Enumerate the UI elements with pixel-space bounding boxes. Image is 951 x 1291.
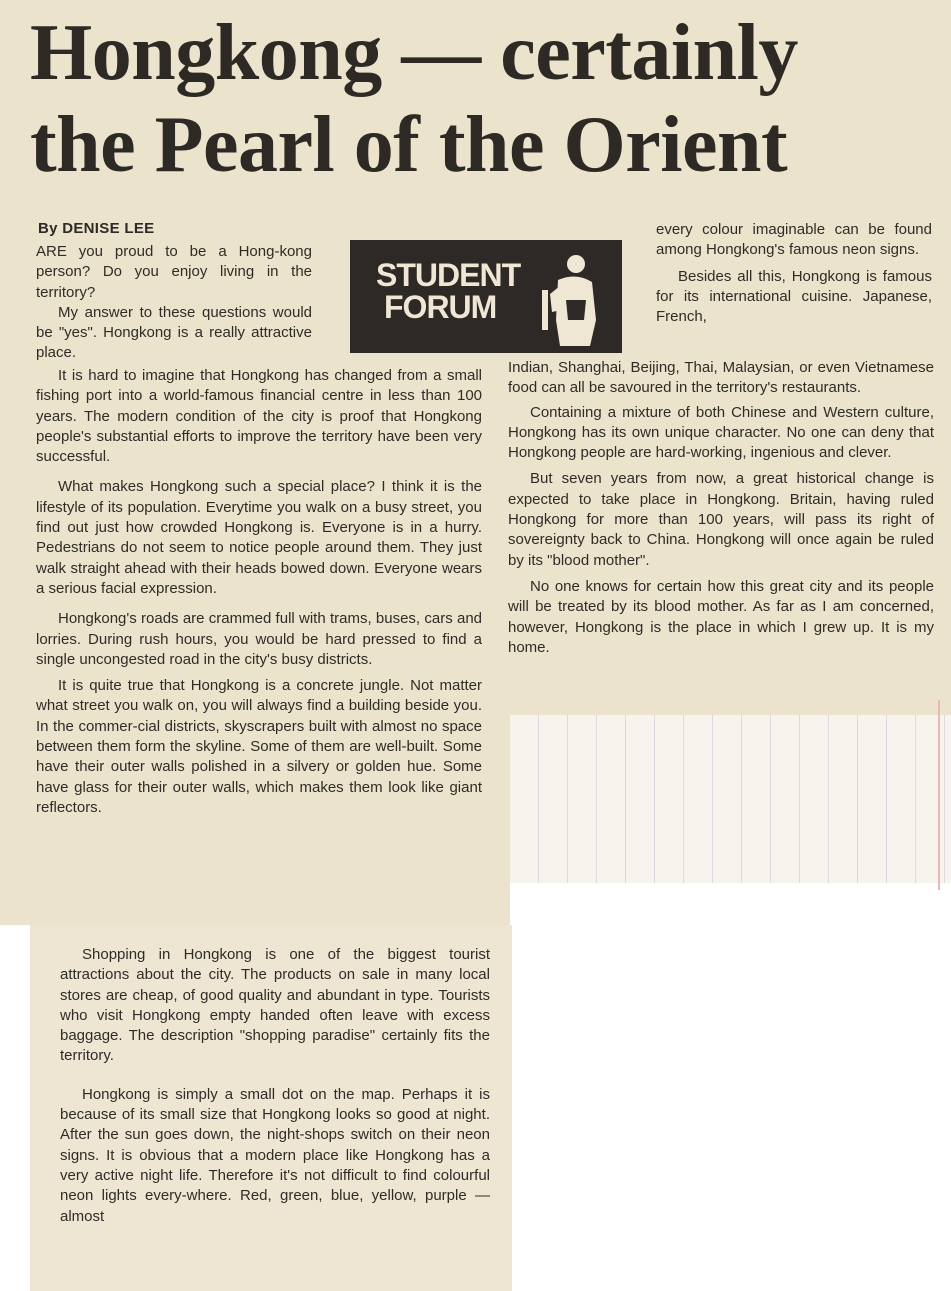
column-1-body [36,366,482,818]
student-forum-logo [350,240,622,353]
paragraph: No one knows for certain how this great city and its people will be treated by its blood mother. As far as I am concerned, however, Hongkong is the place in which I grew up. It is my home. [508,577,934,656]
paragraph: Containing a mixture of both Chinese and Western culture, Hongkong has its own unique character. No one can deny that Hongkong people are hard-working, ingenious and clever. [508,403,934,462]
paragraph: ARE you proud to be a Hong-kong person? Do you enjoy living in the territory? [36,243,312,301]
column-2-body [508,358,934,658]
column-2-intro [656,220,932,327]
paragraph: Hongkong is simply a small dot on the map. Perhaps it is because of its small size that Hongkong looks so good at night. After the sun goes down, the night-shops switch on their neon signs. It is obvious that a modern place like Hongkong has a very active night life. Therefore it's not difficult to find colourful neon lights every-where. Red, green, blue, yellow, purple — almost [60,1085,490,1225]
paragraph: What makes Hongkong such a special place? I think it is the lifestyle of its population. Everytime you walk on a busy street, you find out just how crowded Hongkong is. Everyone is in a hurry. Pedestrians do not seem to notice people around them. They just walk straight ahead with their heads bowed down. Everyone wears a serious facial expression. [36,478,482,597]
paragraph: It is hard to imagine that Hongkong has changed from a small fishing port into a world-famous financial centre in less than 100 years. The modern condition of the city is proof that Hongkong people's substantial efforts to improve the territory have been very successful. [36,367,482,466]
backing-paper-margin-line [938,700,940,890]
paragraph: Besides all this, Hongkong is famous for its international cuisine. Japanese, French, [656,267,932,326]
paragraph: Hongkong's roads are crammed full with trams, buses, cars and lorries. During rush hours, you would be hard pressed to find a single uncongested road in the city's busy districts. [36,610,482,668]
column-1-intro [36,242,312,364]
paragraph: Shopping in Hongkong is one of the biggest tourist attractions about the city. The products on sale in many local stores are cheap, of good quality and abundant in type. Tourists who visit Hongkong empty handed often leave with excess baggage. The description "shopping paradise" certainly fits the territory. [60,946,490,1065]
paragraph: Indian, Shanghai, Beijing, Thai, Malaysian, or even Vietnamese food can all be savoured in the territory's restaurants. [508,359,934,397]
headline-line-1: Hongkong — certainly [30,9,798,97]
paragraph: It is quite true that Hongkong is a concrete jungle. Not matter what street you walk on, you will always find a building beside you. In the commer-cial districts, skyscrapers built with almost no space between them form the skyline. Some of them are well-built. Some have their outer walls polished in a silvery or golden hue. Some have glass for their outer walls, which makes them look like giant reflectors. [36,677,482,816]
paragraph: every colour imaginable can be found among Hongkong's famous neon signs. [656,221,932,259]
paragraph: My answer to these questions would be "yes". Hongkong is a really attractive place. [36,303,312,362]
paragraph: But seven years from now, a great historical change is expected to take place in Hongkong. Britain, having ruled Hongkong for more than 100 years, will pass its right of sovereignty back to China. Hongkong will once again be ruled by its "blood mother". [508,470,934,569]
logo-text-student: STUDENT [376,257,521,293]
headline-line-2: the Pearl of the Orient [30,101,788,189]
backing-lined-paper [510,715,951,883]
logo-text-forum: FORUM [384,289,497,325]
column-1-continued [60,945,490,1227]
student-silhouette-icon [536,250,612,346]
byline: By DENISE LEE [38,220,155,237]
